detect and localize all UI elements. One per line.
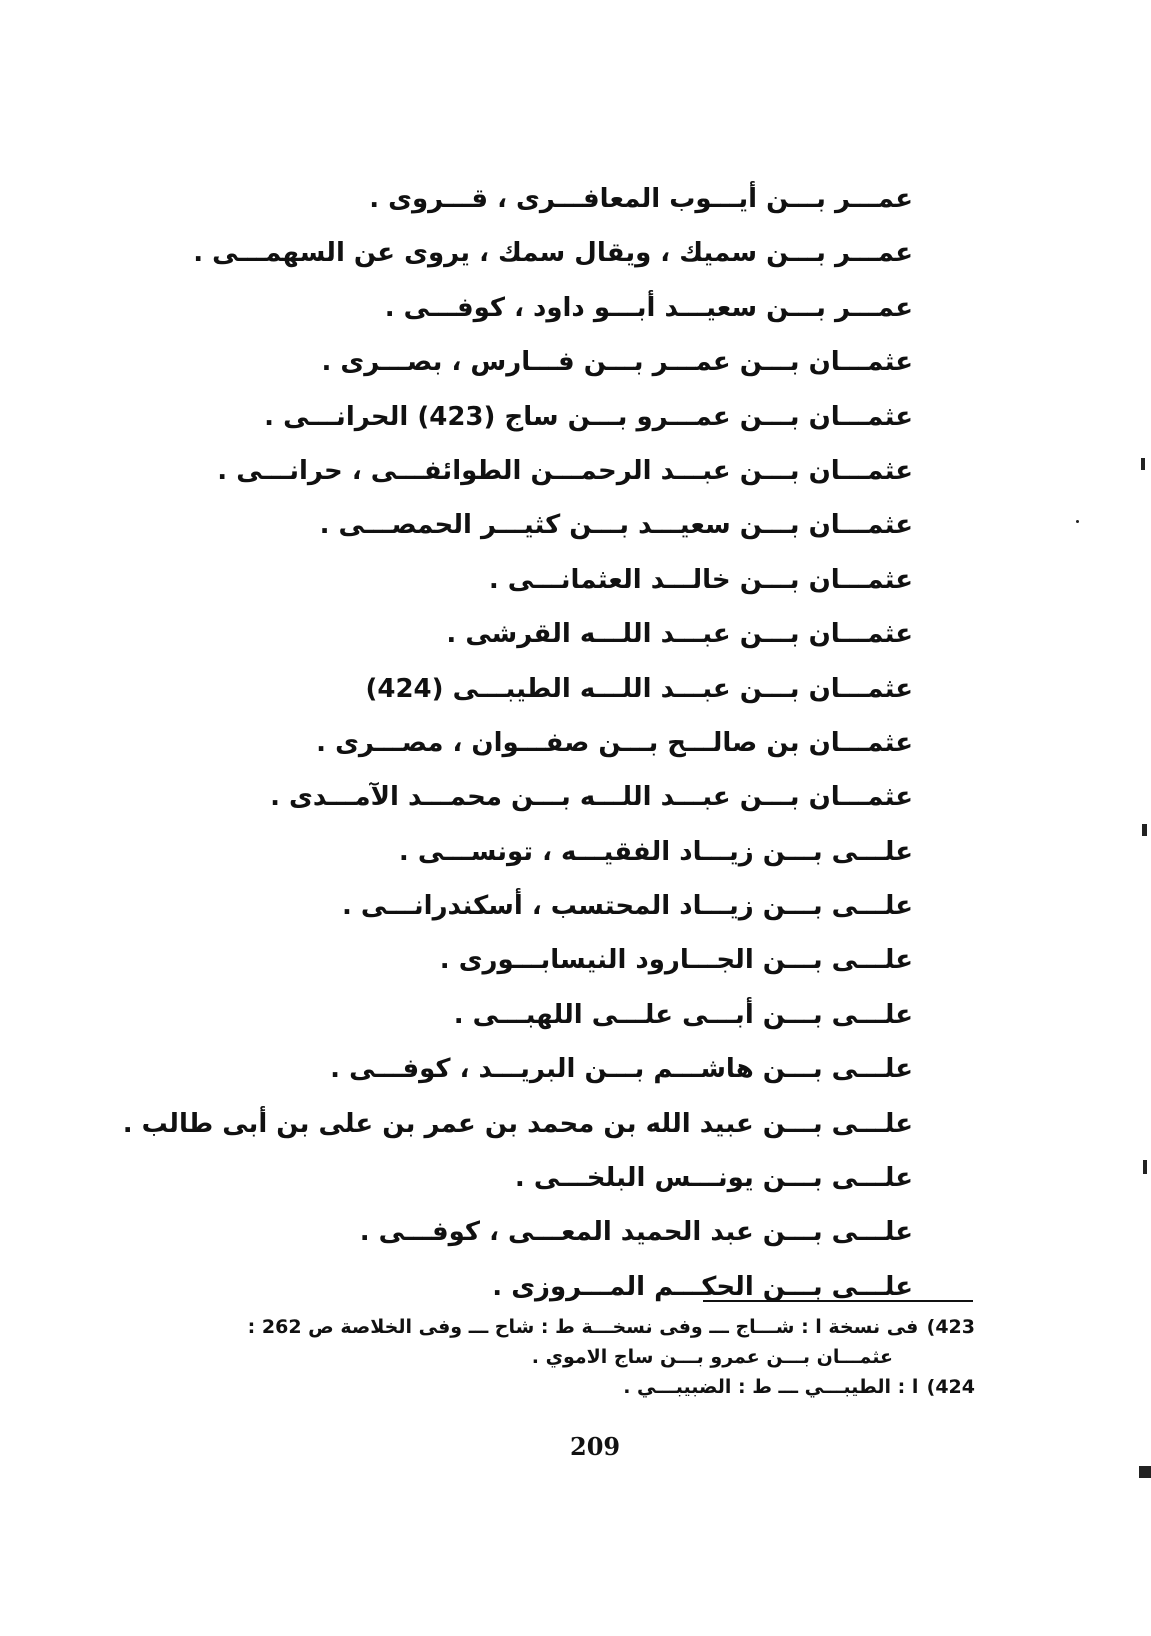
footnote-number: 423) — [926, 1316, 975, 1338]
list-item: عثمـــان بـــن عبـــد اللـــه الطيبـــى (424) — [365, 673, 913, 704]
list-item: عثمـــان بـــن عبـــد اللـــه القرشى . — [446, 619, 913, 650]
list-item: عثمـــان بـــن عمـــر بـــن فـــارس ، بصـــرى . — [321, 347, 913, 378]
footnote-text: فى نسخة ا : شـــاج ـــ وفى نسخـــة ط : شاح ـــ وفى الخلاصة ص 262 : — [247, 1316, 919, 1338]
list-item: عمـــر بـــن سميك ، ويقال سمك ، يروى عن السهمـــى . — [193, 238, 913, 269]
footnotes — [175, 1312, 975, 1402]
list-item: علـــى بـــن يونـــس البلخـــى . — [514, 1163, 913, 1194]
list-item: عمـــر بـــن أيـــوب المعافـــرى ، قـــروى . — [369, 184, 913, 214]
scan-speck — [1139, 1466, 1151, 1478]
footnote-424 — [175, 1372, 975, 1402]
footnote-text: ا : الطيبـــي ـــ ط : الضبيبـــي . — [623, 1376, 919, 1398]
entry-list — [122, 172, 913, 1314]
footnote-text: عثمـــان بـــن عمرو بـــن ساج الاموي . — [531, 1346, 893, 1368]
list-item: علـــى بـــن الحكـــم المـــروزى . — [492, 1271, 913, 1302]
list-item: عثمـــان بـــن عبـــد الرحمـــن الطوائفـــى ، حرانـــى . — [217, 455, 913, 486]
scan-speck — [1143, 1160, 1147, 1174]
list-item: عمـــر بـــن سعيـــد أبـــو داود ، كوفـــى . — [384, 292, 913, 323]
scan-speck — [1141, 458, 1145, 470]
list-item: عثمـــان بـــن عبـــد اللـــه بـــن محمـــد الآمـــدى . — [270, 782, 913, 813]
footnote-423 — [175, 1312, 975, 1342]
footnote-number: 424) — [926, 1376, 975, 1398]
list-item: عثمـــان بـــن سعيـــد بـــن كثيـــر الحمصـــى . — [319, 510, 913, 541]
scan-speck — [1142, 824, 1147, 836]
list-item: علـــى بـــن زيـــاد الفقيـــه ، تونســـى . — [398, 836, 913, 867]
scan-speck — [1076, 520, 1079, 523]
footnote-divider — [703, 1300, 973, 1302]
page-number: 209 — [570, 1432, 621, 1461]
list-item: عثمـــان بـــن عمـــرو بـــن ساج (423) الحرانـــى . — [264, 401, 913, 432]
list-item: علـــى بـــن عبد الحميد المعـــى ، كوفـــى . — [359, 1217, 913, 1248]
list-item: علـــى بـــن الجـــارود النيسابـــورى . — [439, 945, 913, 976]
footnote-423-continuation — [175, 1342, 975, 1372]
list-item: علـــى بـــن هاشـــم بـــن البريـــد ، كوفـــى . — [330, 1054, 913, 1085]
list-item: علـــى بـــن أبـــى علـــى اللهبـــى . — [453, 999, 913, 1030]
list-item: عثمـــان بـــن خالـــد العثمانـــى . — [488, 564, 913, 595]
list-item: عثمـــان بن صالـــح بـــن صفـــوان ، مصـــرى . — [316, 727, 913, 758]
list-item: علـــى بـــن عبيد الله بن محمد بن عمر بن على بن أبى طالب . — [122, 1108, 913, 1139]
list-item: علـــى بـــن زيـــاد المحتسب ، أسكندرانـــى . — [342, 891, 913, 922]
